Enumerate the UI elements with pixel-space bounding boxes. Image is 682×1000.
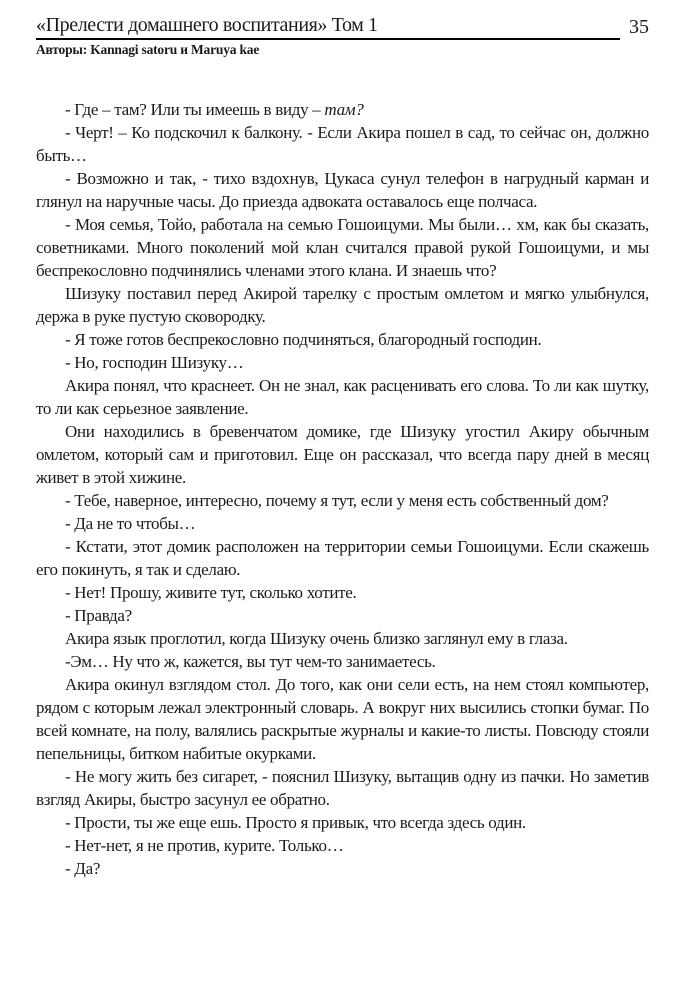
page-header xyxy=(36,13,649,58)
paragraph-text: - Нет! Прошу, живите тут, сколько хотите. xyxy=(65,583,357,602)
paragraph-text: - Да? xyxy=(65,859,101,878)
header-rule-row xyxy=(36,13,649,40)
paragraph xyxy=(36,811,649,834)
paragraph-text: - Я тоже готов беспрекословно подчиняться, благородный господин. xyxy=(65,330,542,349)
paragraph-text: - Черт! – Ко подскочил к балкону. - Если Акира пошел в сад, то сейчас он, должно быть… xyxy=(36,123,649,165)
paragraph xyxy=(36,650,649,673)
paragraph xyxy=(36,489,649,512)
paragraph xyxy=(36,167,649,213)
paragraph xyxy=(36,374,649,420)
paragraph-text: - Возможно и так, - тихо вздохнув, Цукаса сунул телефон в нагрудный карман и глянул на наручные часы. До приезда адвоката оставалось еще полчаса. xyxy=(36,169,649,211)
paragraph xyxy=(36,121,649,167)
body-text xyxy=(36,98,649,880)
paragraph xyxy=(36,351,649,374)
paragraph-text: Шизуку поставил перед Акирой тарелку с простым омлетом и мягко улыбнулся, держа в руке пустую сковородку. xyxy=(36,284,649,326)
paragraph xyxy=(36,213,649,282)
paragraph-text: - Правда? xyxy=(65,606,132,625)
paragraph-text: - Да не то чтобы… xyxy=(65,514,196,533)
paragraph xyxy=(36,765,649,811)
authors-line: Авторы: Kannagi satoru и Maruya kae xyxy=(36,42,260,57)
paragraph-text: - Где – там? Или ты имеешь в виду – xyxy=(65,100,325,119)
paragraph xyxy=(36,581,649,604)
paragraph-text: - Но, господин Шизуку… xyxy=(65,353,244,372)
paragraph-text: - Кстати, этот домик расположен на территории семьи Гошоицуми. Если скажешь его покинуть, я так и сделаю. xyxy=(36,537,649,579)
paragraph-text: -Эм… Ну что ж, кажется, вы тут чем-то занимаетесь. xyxy=(65,652,436,671)
paragraph xyxy=(36,604,649,627)
paragraph-text: - Моя семья, Тойо, работала на семью Гошоицуми. Мы были… хм, как бы сказать, советниками. Много поколений мой клан считался правой рукой Гошоицуми, и мы беспрекословно подчинялись членами этого клана. И знаешь что? xyxy=(36,215,649,280)
paragraph-text: Акира понял, что краснеет. Он не знал, как расценивать его слова. То ли как шутку, то ли как серьезное заявление. xyxy=(36,376,649,418)
book-title: «Прелести домашнего воспитания» Том 1 xyxy=(36,13,620,40)
paragraph-text: - Не могу жить без сигарет, - пояснил Шизуку, вытащив одну из пачки. Но заметив взгляд Акиры, быстро засунул ее обратно. xyxy=(36,767,649,809)
paragraph xyxy=(36,98,649,121)
paragraph xyxy=(36,834,649,857)
paragraph xyxy=(36,627,649,650)
paragraph xyxy=(36,328,649,351)
paragraph xyxy=(36,420,649,489)
paragraph-text: - Тебе, наверное, интересно, почему я тут, если у меня есть собственный дом? xyxy=(65,491,609,510)
paragraph-text: Они находились в бревенчатом домике, где Шизуку угостил Акиру обычным омлетом, который сам и приготовил. Еще он рассказал, что всегда пару дней в месяц живет в этой хижине. xyxy=(36,422,649,487)
paragraph xyxy=(36,512,649,535)
paragraph xyxy=(36,282,649,328)
paragraph-text: - Прости, ты же еще ешь. Просто я привык, что всегда здесь один. xyxy=(65,813,526,832)
paragraph xyxy=(36,535,649,581)
paragraph xyxy=(36,857,649,880)
paragraph-text: Акира язык проглотил, когда Шизуку очень близко заглянул ему в глаза. xyxy=(65,629,568,648)
page-number: 35 xyxy=(629,16,649,38)
paragraph-text: - Нет-нет, я не против, курите. Только… xyxy=(65,836,344,855)
paragraph xyxy=(36,673,649,765)
paragraph-text: Акира окинул взглядом стол. До того, как они сели есть, на нем стоял компьютер, рядом с которым лежал электронный словарь. А вокруг них высились стопки бумаг. По всей комнате, на полу, валялись раскрытые журналы и какие-то листы. Повсюду стояли пепельницы, битком набитые окурками. xyxy=(36,675,649,763)
paragraph-text-italic: там? xyxy=(324,100,364,119)
